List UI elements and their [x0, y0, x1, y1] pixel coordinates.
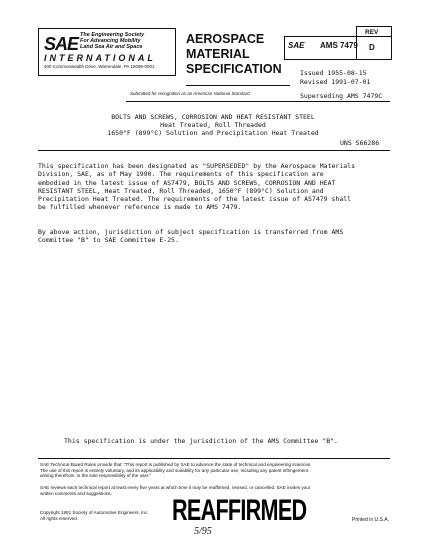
tagline-line-3: Land Sea Air and Space	[80, 44, 143, 50]
title-line-2: MATERIAL	[186, 47, 250, 61]
fine1-line-1: SAE Technical Board Rules provide that: "This report is published by SAE to advance the state of technical and engineering sciences.	[40, 462, 312, 467]
committee-jurisdiction-note: This specification is under the jurisdiction of the AMS Committee "B".	[64, 437, 338, 445]
header-divider-1	[186, 85, 290, 86]
fine2-line-2: written comments and suggestions.	[40, 490, 113, 496]
title-line-3: SPECIFICATION	[186, 62, 282, 76]
copyright-line-1: Copyright 1991 Society of Automotive Engineers, Inc.	[40, 510, 149, 515]
stamp-signature: 5/95	[194, 526, 212, 537]
technical-board-rules	[40, 462, 390, 479]
ans-submission-note: Submitted for recognition as an American National Standard	[130, 91, 250, 96]
revised-date: Revised 1991-07-01	[300, 78, 371, 86]
para1-line-4: RESISTANT STEEL, Heat Treated, Roll Threaded, 1650°F (899°C) Solution and	[38, 186, 324, 195]
printed-in-usa: Printed in U.S.A.	[352, 517, 389, 523]
fine2-line-1: SAE reviews each technical report at least every five years at which time it may be reaffirmed, revised, or cancelled. SAE invites your	[40, 485, 311, 490]
revision-label: REV	[365, 29, 379, 36]
sae-logo: SAE	[44, 34, 79, 54]
superseded-paragraph	[38, 162, 388, 212]
uns-number: UNS S66286	[340, 139, 380, 147]
tagline-line-2: For Advancing Mobility	[80, 38, 141, 44]
issued-date: Issued 1955-08-15	[300, 69, 367, 77]
para2-line-1: By above action, jurisdiction of subject specification is transferred from AMS	[38, 228, 344, 236]
para1-line-5: Precipitation Heat Treated. The requirements of the latest issue of AS7479 shall	[38, 195, 352, 204]
sae-address: 400 Commonwealth Drive, Warrendale, PA 15096-0001	[44, 64, 155, 69]
sae-small-logo: SAE	[288, 41, 305, 50]
document-title	[186, 32, 282, 77]
jurisdiction-paragraph	[38, 228, 388, 245]
subject-line-3: 1650°F (899°C) Solution and Precipitation Heat Treated	[107, 129, 319, 137]
reaffirmed-stamp: REAFFIRMED	[172, 494, 307, 527]
para1-line-1: This specification has been designated as "SUPERSEDED" by the Aerospace Materials	[38, 162, 355, 170]
subject-line-1: BOLTS AND SCREWS, CORROSION AND HEAT RESISTANT STEEL	[111, 113, 315, 121]
revision-value: D	[369, 43, 375, 52]
para1-line-6: be fulfilled whenever reference is made to AMS 7479.	[38, 203, 242, 212]
para1-line-3: embodied in the latest issue of AS7479, BOLTS AND SCREWS, CORROSION AND HEAT	[38, 178, 336, 187]
superseding-note: Superseding AMS 7479C	[300, 92, 383, 100]
header-divider-2	[126, 101, 390, 102]
fine1-line-3: arising therefrom, is the sole responsibility of the user."	[40, 473, 152, 479]
para1-line-2: Division, SAE, as of May 1990. The requirements of this specification are	[38, 170, 324, 179]
spec-number: AMS 7479	[320, 41, 358, 50]
issue-dates	[300, 69, 370, 87]
copyright-notice	[40, 510, 149, 521]
tagline-line-1: The Engineering Society	[80, 32, 145, 38]
subject-line-2: Heat Treated, Roll Threaded	[160, 121, 266, 129]
copyright-line-2: All rights reserved.	[40, 515, 79, 521]
fine1-line-2: The use of this report is entirely voluntary, and its applicability and suitability for any particular use, including any patent infringement	[40, 467, 309, 473]
international-wordmark: INTERNATIONAL	[44, 53, 156, 63]
para2-line-2: Committee "B" to SAE Committee E-25.	[38, 236, 179, 245]
subject-divider	[38, 150, 390, 151]
title-line-1: AEROSPACE	[186, 32, 265, 46]
footer-divider	[38, 458, 390, 459]
